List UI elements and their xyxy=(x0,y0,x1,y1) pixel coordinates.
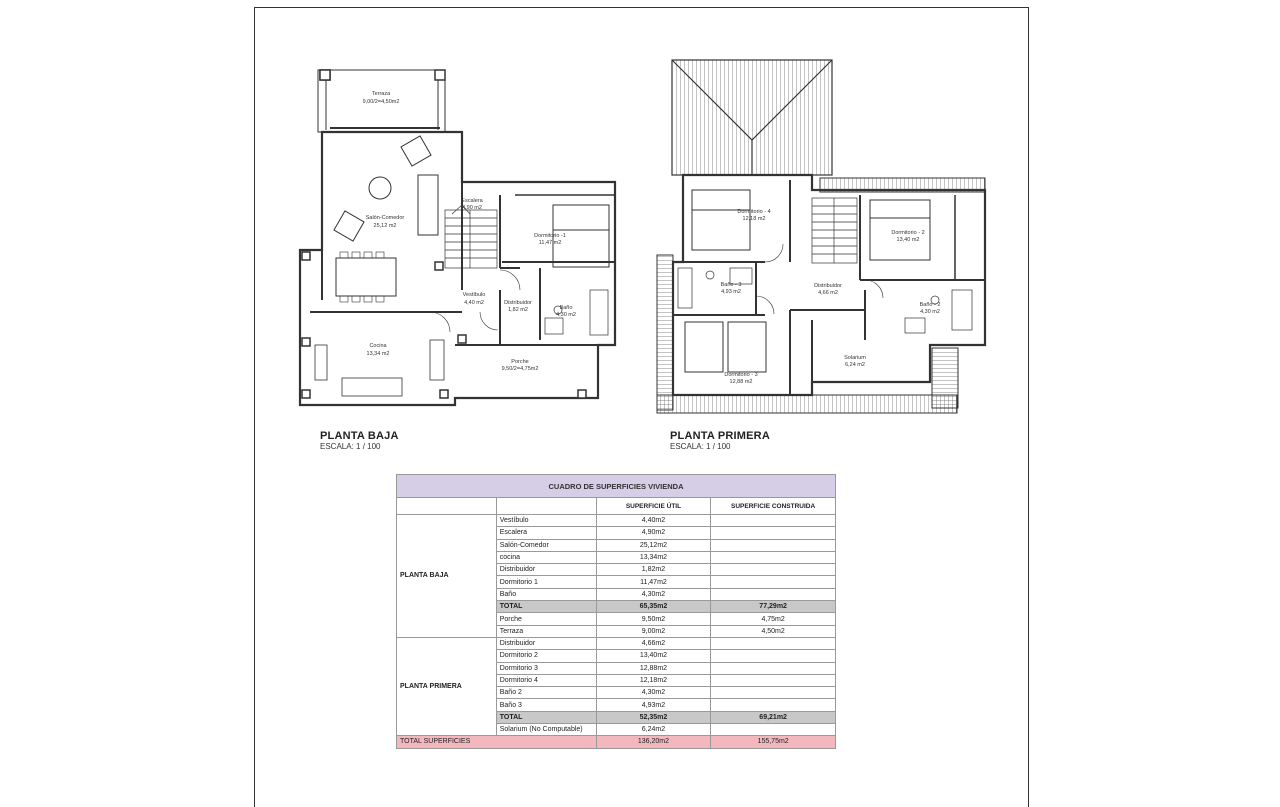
grand-total-util: 136,20m2 xyxy=(596,736,711,748)
room-cell: Dormitorio 2 xyxy=(496,650,596,662)
label-dormitorio2: Dormitorio - 2 xyxy=(891,230,925,236)
label-cocina: Cocina xyxy=(369,343,387,349)
cons-cell xyxy=(711,724,836,736)
util-cell: 11,47m2 xyxy=(596,576,711,588)
ground-floor-room-labels xyxy=(363,91,576,372)
area-vestibulo: 4,40 m2 xyxy=(464,300,484,306)
util-cell: 4,30m2 xyxy=(596,687,711,699)
first-floor-room-labels xyxy=(721,209,941,385)
area-escalera: 4,90 m2 xyxy=(462,205,482,211)
util-cell: 4,40m2 xyxy=(596,515,711,527)
room-cell: Distribuidor xyxy=(496,637,596,649)
first-floor-caption xyxy=(670,430,770,451)
room-cell: Dormitorio 1 xyxy=(496,576,596,588)
ground-floor-title: PLANTA BAJA xyxy=(320,430,399,442)
cons-cell xyxy=(711,564,836,576)
table-row xyxy=(397,637,836,649)
area-bano2: 4,30 m2 xyxy=(920,309,940,315)
room-cell: Dormitorio 3 xyxy=(496,662,596,674)
room-cell: Dormitorio 4 xyxy=(496,674,596,686)
cons-cell xyxy=(711,576,836,588)
util-cell: 25,12m2 xyxy=(596,539,711,551)
label-solarium: Solarium xyxy=(844,355,866,361)
util-cell: 9,50m2 xyxy=(596,613,711,625)
table-title: CUADRO DE SUPERFICIES VIVIENDA xyxy=(397,475,836,498)
first-floor-plan xyxy=(657,60,985,413)
label-dormitorio4: Dormitorio - 4 xyxy=(737,209,771,215)
room-cell: Baño 2 xyxy=(496,687,596,699)
group-name: PLANTA PRIMERA xyxy=(397,637,497,735)
label-distribuidor-1: Distribuidor xyxy=(814,283,842,289)
area-porche: 9,50/2=4,75m2 xyxy=(501,366,539,372)
area-bano: 4,30 m2 xyxy=(556,312,576,318)
cons-cell: 69,21m2 xyxy=(711,711,836,723)
area-solarium: 6,24 m2 xyxy=(845,362,865,368)
room-cell: Baño 3 xyxy=(496,699,596,711)
label-escalera: Escalera xyxy=(461,198,483,204)
room-cell: Solarium (No Computable) xyxy=(496,724,596,736)
cons-cell xyxy=(711,687,836,699)
room-cell: Porche xyxy=(496,613,596,625)
label-bano3: Baño - 3 xyxy=(720,282,742,288)
util-cell: 4,66m2 xyxy=(596,637,711,649)
area-cocina: 13,34 m2 xyxy=(366,351,390,357)
util-cell: 13,34m2 xyxy=(596,551,711,563)
area-dormitorio4: 12,18 m2 xyxy=(742,216,766,222)
area-dormitorio1: 11,47 m2 xyxy=(538,240,562,246)
room-cell: Salón-Comedor xyxy=(496,539,596,551)
room-cell: cocina xyxy=(496,551,596,563)
surface-table xyxy=(396,474,836,749)
ground-floor-caption xyxy=(320,430,399,451)
util-cell: 12,88m2 xyxy=(596,662,711,674)
cons-cell xyxy=(711,637,836,649)
table-title-row xyxy=(397,475,836,498)
room-cell: Escalera xyxy=(496,527,596,539)
room-cell: Distribuidor xyxy=(496,564,596,576)
area-dormitorio2: 13,40 m2 xyxy=(896,237,920,243)
area-salon: 25,12 m2 xyxy=(373,223,397,229)
cons-cell xyxy=(711,699,836,711)
util-cell: 1,82m2 xyxy=(596,564,711,576)
table-row xyxy=(397,515,836,527)
util-cell: 4,90m2 xyxy=(596,527,711,539)
label-porche: Porche xyxy=(511,359,529,365)
ground-floor-outline xyxy=(300,132,615,405)
grand-total-row xyxy=(397,736,836,748)
first-floor-scale: ESCALA: 1 / 100 xyxy=(670,442,731,451)
util-cell: 13,40m2 xyxy=(596,650,711,662)
cons-cell xyxy=(711,650,836,662)
label-dormitorio3: Dormitorio - 3 xyxy=(724,372,758,378)
label-terraza: Terraza xyxy=(371,91,391,97)
util-cell: 65,35m2 xyxy=(596,601,711,613)
area-terraza: 9,00/2=4,50m2 xyxy=(362,99,400,105)
util-cell: 12,18m2 xyxy=(596,674,711,686)
label-salon: Salón-Comedor xyxy=(365,215,405,221)
ground-floor-plan xyxy=(300,70,615,405)
cons-cell xyxy=(711,551,836,563)
grand-total-cons: 155,75m2 xyxy=(711,736,836,748)
util-cell: 52,35m2 xyxy=(596,711,711,723)
cons-cell: 4,75m2 xyxy=(711,613,836,625)
room-cell: Terraza xyxy=(496,625,596,637)
cons-cell xyxy=(711,515,836,527)
first-floor-title: PLANTA PRIMERA xyxy=(670,430,770,442)
label-vestibulo: Vestíbulo xyxy=(462,292,486,298)
util-cell: 4,93m2 xyxy=(596,699,711,711)
room-cell: TOTAL xyxy=(496,711,596,723)
area-bano3: 4,93 m2 xyxy=(721,289,741,295)
util-cell: 4,30m2 xyxy=(596,588,711,600)
label-bano: Baño xyxy=(559,305,573,311)
cons-cell xyxy=(711,539,836,551)
cons-cell xyxy=(711,527,836,539)
room-cell: Vestíbulo xyxy=(496,515,596,527)
ground-floor-scale: ESCALA: 1 / 100 xyxy=(320,442,381,451)
col-util-header: SUPERFICIE ÚTIL xyxy=(596,498,711,515)
table-header-row xyxy=(397,498,836,515)
cons-cell xyxy=(711,588,836,600)
room-cell: TOTAL xyxy=(496,601,596,613)
label-bano2: Baño - 2 xyxy=(919,302,941,308)
group-name: PLANTA BAJA xyxy=(397,515,497,638)
area-distribuidor-1: 4,66 m2 xyxy=(818,290,838,296)
util-cell: 9,00m2 xyxy=(596,625,711,637)
area-dormitorio3: 12,88 m2 xyxy=(729,379,753,385)
label-dormitorio1: Dormitorio -1 xyxy=(534,233,566,239)
cons-cell xyxy=(711,674,836,686)
col-cons-header: SUPERFICIE CONSTRUIDA xyxy=(711,498,836,515)
util-cell: 6,24m2 xyxy=(596,724,711,736)
cons-cell xyxy=(711,662,836,674)
label-distribuidor: Distribuidor xyxy=(504,300,532,306)
cons-cell: 4,50m2 xyxy=(711,625,836,637)
room-cell: Baño xyxy=(496,588,596,600)
cons-cell: 77,29m2 xyxy=(711,601,836,613)
area-distribuidor: 1,82 m2 xyxy=(508,307,528,313)
grand-total-label: TOTAL SUPERFICIES xyxy=(397,736,597,748)
